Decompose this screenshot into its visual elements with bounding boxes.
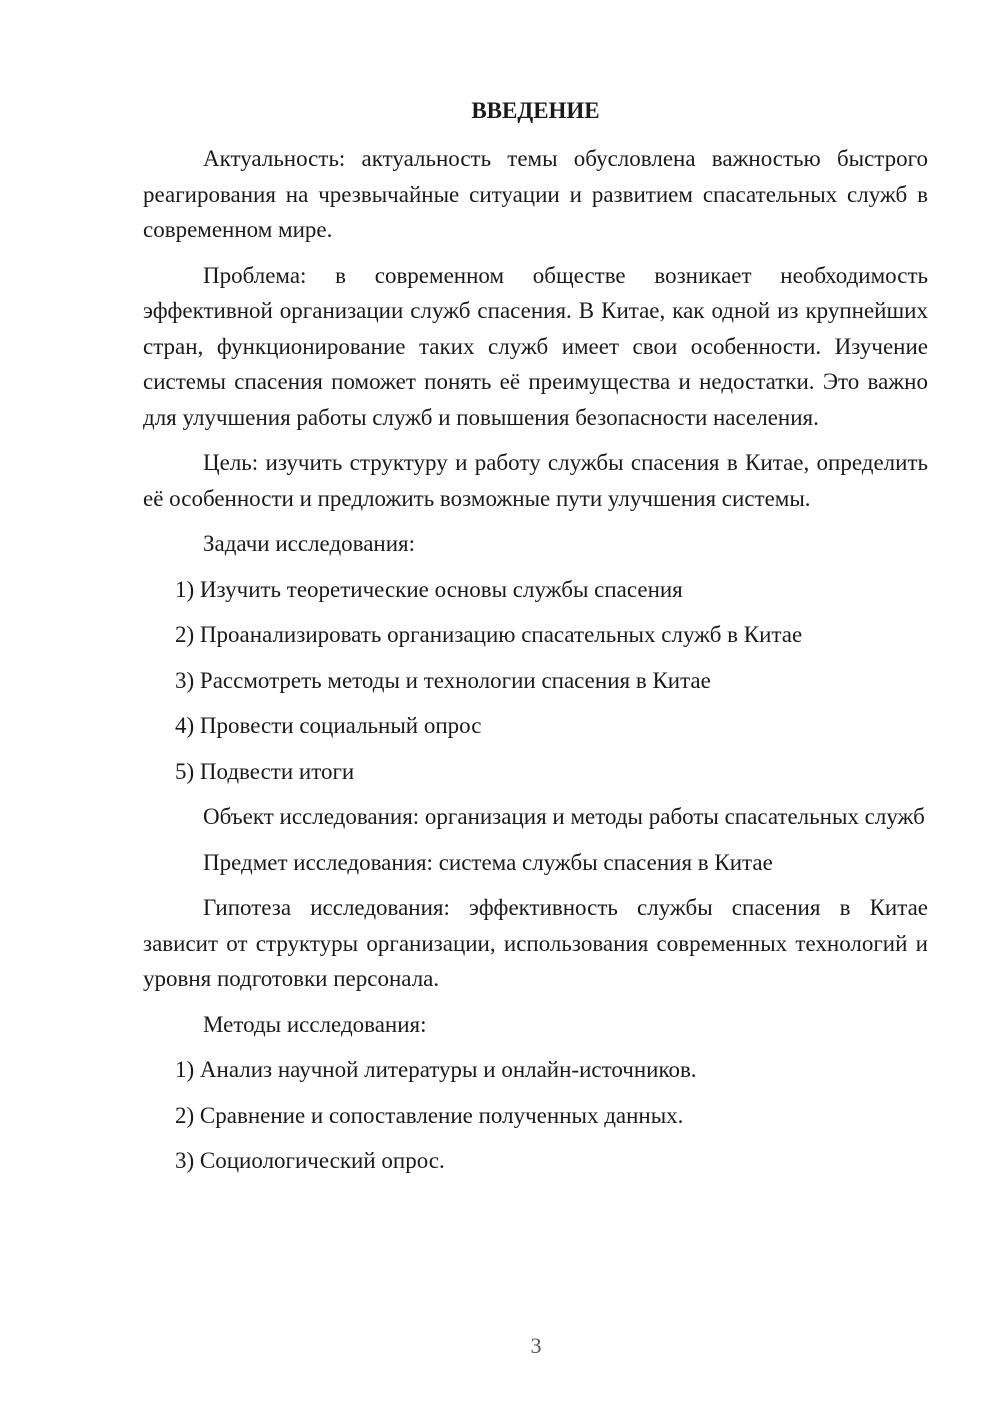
subject-paragraph: Предмет исследования: система службы спасения в Китае — [203, 849, 773, 875]
relevance-paragraph: Актуальность: актуальность темы обусловлена важностью быстрого реагирования на чрезвычайные ситуации и развитием спасательных служб в современном мире. — [143, 146, 928, 242]
method-item: 3) Социологический опрос. — [175, 1148, 445, 1173]
methods-list — [143, 1052, 928, 1179]
method-item: 2) Сравнение и сопоставление полученных данных. — [175, 1102, 684, 1128]
task-item: 1) Изучить теоретические основы службы спасения — [175, 576, 683, 602]
problem-paragraph: Проблема: в современном обществе возникает необходимость эффективной организации служб спасения. В Китае, как одной из крупнейших стран, функционирование таких служб имеет свои особенности. Изучение системы спасения поможет понять её преимущества и недостатки. Это важно для улучшения работы служб и повышения безопасности населения. — [143, 262, 928, 430]
task-item: 4) Провести социальный опрос — [175, 713, 482, 738]
object-paragraph: Объект исследования: организация и методы работы спасательных служб — [203, 804, 925, 829]
tasks-list — [143, 572, 928, 790]
methods-heading: Методы исследования: — [203, 1011, 427, 1037]
task-item: 2) Проанализировать организацию спасательных служб в Китае — [175, 622, 803, 647]
document-page — [143, 94, 928, 1189]
tasks-heading: Задачи исследования: — [203, 531, 416, 556]
task-item: 5) Подвести итоги — [175, 758, 355, 784]
hypothesis-paragraph: Гипотеза исследования: эффективность службы спасения в Китае зависит от структуры организации, использования современных технологий и уровня подготовки персонала. — [143, 895, 928, 991]
page-number: 3 — [530, 1333, 542, 1358]
goal-paragraph: Цель: изучить структуру и работу службы спасения в Китае, определить её особенности и предложить возможные пути улучшения системы. — [143, 450, 928, 511]
page-title: ВВЕДЕНИЕ — [471, 98, 600, 123]
task-item: 3) Рассмотреть методы и технологии спасения в Китае — [175, 667, 711, 693]
method-item: 1) Анализ научной литературы и онлайн-источников. — [175, 1057, 697, 1082]
